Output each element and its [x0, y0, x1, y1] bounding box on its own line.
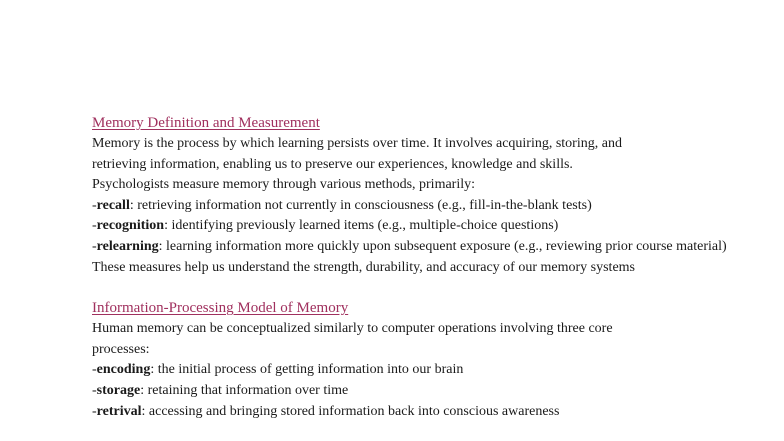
paragraph-line: Memory is the process by which learning persists over time. It involves acquiring, storing, and	[92, 136, 622, 151]
section-information-processing	[92, 298, 732, 422]
paragraph-line: processes:	[92, 341, 150, 357]
paragraph-line: retrieving information, enabling us to preserve our experiences, knowledge and skills.	[92, 156, 573, 172]
list-item-prefix: -	[92, 403, 97, 419]
paragraph-line: Psychologists measure memory through various methods, primarily:	[92, 177, 476, 193]
term-description: : retrieving information not currently in consciousness (e.g., fill-in-the-blank tests)	[129, 197, 592, 213]
paragraph-line: Human memory can be conceptualized similarly to computer operations involving three core	[92, 321, 613, 337]
section-memory-definition	[92, 113, 732, 278]
term-description: : accessing and bringing stored information back into conscious awareness	[141, 403, 560, 419]
term: recognition	[96, 218, 165, 234]
list-item	[92, 360, 732, 381]
term-description: : retaining that information over time	[140, 382, 349, 398]
list-item-prefix: -	[92, 238, 97, 254]
list-item-prefix: -	[92, 382, 97, 398]
list-item	[92, 216, 732, 237]
list-item	[92, 381, 732, 402]
section-heading: Information-Processing Model of Memory	[92, 300, 349, 317]
document-body	[92, 113, 732, 422]
term: retrival	[96, 403, 142, 419]
term: encoding	[96, 362, 151, 378]
term: storage	[96, 382, 141, 398]
list-item-prefix: -	[92, 197, 97, 213]
term: recall	[96, 197, 130, 213]
paragraph-line: These measures help us understand the strength, durability, and accuracy of our memory systems	[92, 259, 635, 275]
list-item-prefix: -	[92, 362, 97, 378]
term-description: : learning information more quickly upon subsequent exposure (e.g., reviewing prior course material)	[158, 238, 727, 254]
list-item	[92, 237, 732, 258]
term: relearning	[96, 238, 159, 254]
list-item	[92, 402, 732, 423]
term-description: : identifying previously learned items (e.g., multiple-choice questions)	[164, 218, 559, 234]
list-item-prefix: -	[92, 218, 97, 234]
list-item	[92, 196, 732, 217]
term-description: : the initial process of getting information into our brain	[150, 362, 464, 378]
section-heading: Memory Definition and Measurement	[92, 115, 320, 131]
